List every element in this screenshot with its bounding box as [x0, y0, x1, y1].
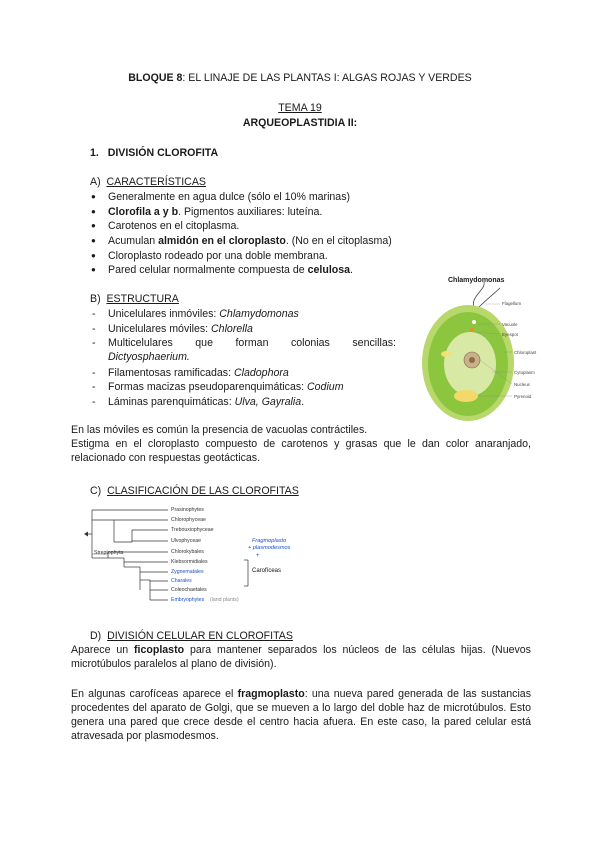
taxon-label: Ulvophyceae — [171, 538, 201, 544]
list-item: ● Clorofila a y b. Pigmentos auxiliares: luteína. — [88, 205, 392, 220]
list-item: - Filamentosas ramificadas: Cladophora — [88, 366, 396, 381]
cell-label: Flagellum — [502, 301, 522, 306]
list-item: ● Pared celular normalmente compuesta de celulosa. — [88, 263, 392, 278]
section-heading: 1. DIVISIÓN CLOROFITA — [90, 147, 219, 159]
list-item: ● Generalmente en agua dulce (sólo el 10% marinas) — [88, 190, 392, 205]
list-item: - Formas macizas pseudoparenquimáticas: Codium — [88, 380, 396, 395]
carofitas-label: Carofíceas — [252, 568, 282, 574]
ficoplasto-paragraph: Aparece un ficoplasto para mantener separados los núcleos de las células hijas. (Nuevos microtúbulos paralelos al plano de división). — [71, 644, 531, 670]
taxon-label: Coleochaetales — [171, 587, 207, 593]
list-item: - Multicelulares que forman colonias sencillas: Dictyosphaerium. — [88, 336, 396, 365]
taxon-label: Charales — [171, 578, 192, 584]
tema-number: TEMA 19 — [278, 102, 322, 114]
division-heading: D) DIVISIÓN CELULAR EN CLOROFITAS — [90, 630, 293, 642]
list-item: ● Carotenos en el citoplasma. — [88, 219, 392, 234]
list-item: - Unicelulares inmóviles: Chlamydomonas — [88, 307, 396, 322]
taxon-label: Chlorophyceae — [171, 517, 206, 523]
cell-label: Nucleus — [514, 382, 530, 387]
annotation: + plasmodesmos — [248, 545, 291, 551]
bloque-title: BLOQUE 8: EL LINAJE DE LAS PLANTAS I: ALGAS ROJAS Y VERDES — [128, 72, 472, 84]
annotation: Fragmoplasto — [252, 538, 287, 544]
nucleolus — [469, 357, 475, 363]
list-item: - Unicelulares móviles: Chlorella — [88, 322, 396, 337]
land-plants-label: (land plants) — [210, 597, 239, 603]
cell-label: Cytoplasm — [514, 370, 535, 375]
taxon-label: Zygnematales — [171, 569, 204, 575]
vacuole — [472, 320, 476, 324]
taxon-label: Prasinophytes — [171, 507, 204, 513]
taxon-label: Chlorokybales — [171, 549, 204, 555]
taxon-label: Klebsormidiales — [171, 559, 208, 565]
phylogenetic-tree — [84, 500, 291, 610]
chlamydomonas-diagram — [408, 268, 538, 428]
cell-label: Eyespot — [502, 332, 518, 337]
fragmoplasto-paragraph: En algunas carofíceas aparece el fragmoplasto: una nueva pared generada de las sustancias procedentes del aparato de Golgi, que se mueven a lo largo del doble haz de microtúbulos. Esto genera una pared que crece desde el centro hacia afuera. En este caso, la pared celular está atravesada por plasmodesmos. — [71, 688, 531, 742]
taxon-label: Trebouxiophyceae — [171, 527, 214, 533]
cell-label: Pyrenoid — [514, 394, 532, 399]
estructura-heading: B) ESTRUCTURA — [90, 293, 179, 305]
cell-label: Chloroplast — [514, 350, 537, 355]
movil-paragraph: En las móviles es común la presencia de vacuolas contráctiles. Estigma en el cloroplasto compuesto de carotenos y grasas que le dan color anaranjado, relacionado con respuestas geotácticas. — [71, 424, 531, 464]
clasificacion-heading: C) CLASIFICACIÓN DE LAS CLOROFITAS — [90, 485, 299, 497]
pyrenoid — [454, 390, 478, 402]
cell-illustration — [408, 268, 538, 428]
eyespot — [470, 328, 474, 332]
taxon-label: Embryophytes — [171, 597, 205, 603]
diagram-title: Chlamydomonas — [448, 277, 505, 284]
estructura-list — [88, 307, 396, 410]
list-item: ● Acumulan almidón en el cloroplasto. (No en el citoplasma) — [88, 234, 392, 249]
root-arrow — [84, 532, 88, 537]
caracteristicas-list — [88, 190, 392, 278]
flagellum-right — [478, 288, 500, 308]
list-item: ● Cloroplasto rodeado por una doble membrana. — [88, 249, 392, 264]
caracteristicas-heading: A) CARACTERÍSTICAS — [90, 176, 206, 188]
annotation: + — [256, 553, 260, 559]
list-item: - Láminas parenquimáticas: Ulva, Gayralia. — [88, 395, 396, 410]
streptophyta-label: Streptophyta — [94, 550, 124, 556]
cell-label: Vacuole — [502, 322, 518, 327]
page-subtitle: ARQUEOPLASTIDIA II: — [242, 117, 358, 129]
starch-grain — [441, 351, 451, 357]
